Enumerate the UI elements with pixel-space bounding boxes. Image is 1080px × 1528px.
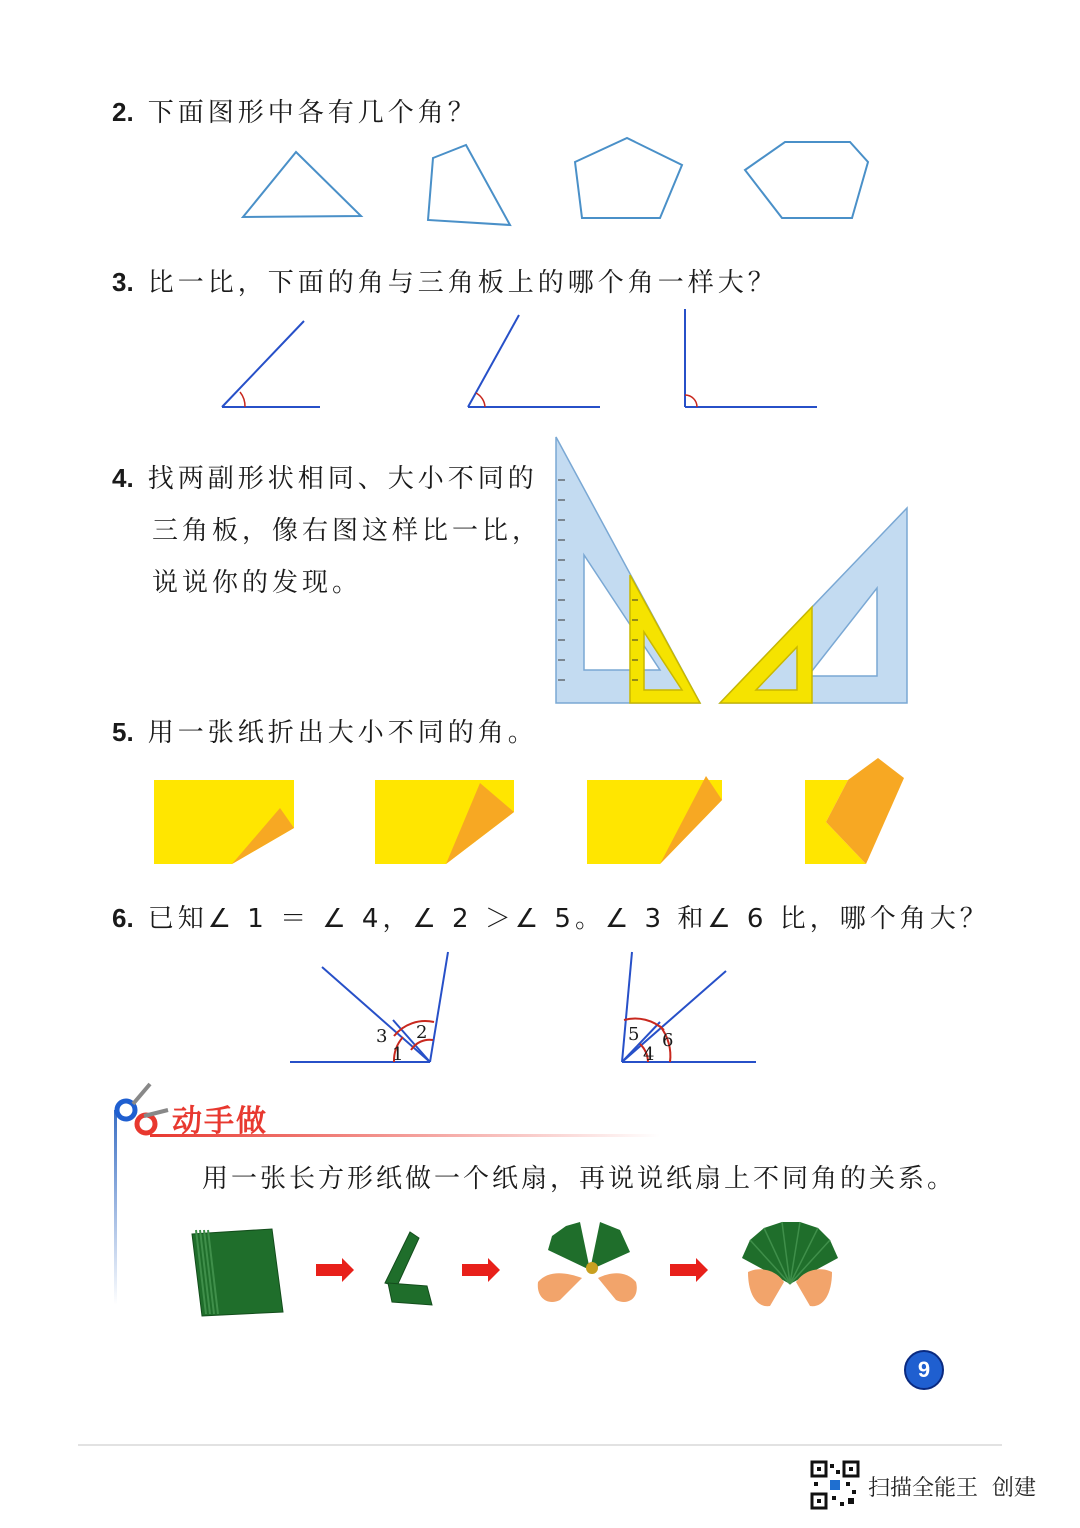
left-angle-label-1: 1 — [392, 1044, 404, 1065]
question-text: 说说你的发现。 — [152, 568, 363, 598]
right-angle-label-4: 4 — [643, 1044, 655, 1065]
right-angle-label-6: 6 — [662, 1030, 674, 1051]
fan-opening-step — [538, 1222, 637, 1302]
page-bottom-line — [78, 1444, 1002, 1446]
arrow-icon — [316, 1258, 354, 1282]
folded-paper-step — [192, 1229, 283, 1316]
question-number: 3. — [112, 267, 134, 297]
left-angle-label-2: 2 — [416, 1022, 428, 1043]
qr-code-icon — [810, 1460, 860, 1510]
arrow-icon — [462, 1258, 500, 1282]
hands-on-text: 用一张长方形纸做一个纸扇，再说说纸扇上不同角的关系。 — [202, 1164, 957, 1194]
question-number: 5. — [112, 717, 134, 747]
watermark-text: 扫描全能王 创建 — [868, 1476, 1036, 1501]
folded-strip-step — [385, 1232, 432, 1305]
question-text: 三角板，像右图这样比一比， — [152, 516, 543, 546]
hands-on-title: 动手做 — [172, 1104, 268, 1139]
right-angle-label-5: 5 — [628, 1024, 640, 1045]
question-text: 比一比，下面的角与三角板上的哪个角一样大？ — [147, 268, 778, 298]
question-number: 2. — [112, 97, 134, 127]
arrow-icon — [670, 1258, 708, 1282]
question-number: 4. — [112, 463, 134, 493]
question-text: 下面图形中各有几个角？ — [147, 98, 478, 128]
question-text: 找两副形状相同、大小不同的 — [147, 464, 538, 494]
question-text: 已知∠ 1 ＝ ∠ 4，∠ 2 ＞∠ 5。∠ 3 和∠ 6 比，哪个角大？ — [147, 904, 990, 934]
left-angle-label-3: 3 — [376, 1026, 388, 1047]
question-number: 6. — [112, 903, 134, 933]
question-text: 用一张纸折出大小不同的角。 — [147, 718, 538, 748]
page-number: 9 — [904, 1350, 944, 1390]
open-fan-step — [742, 1222, 838, 1306]
